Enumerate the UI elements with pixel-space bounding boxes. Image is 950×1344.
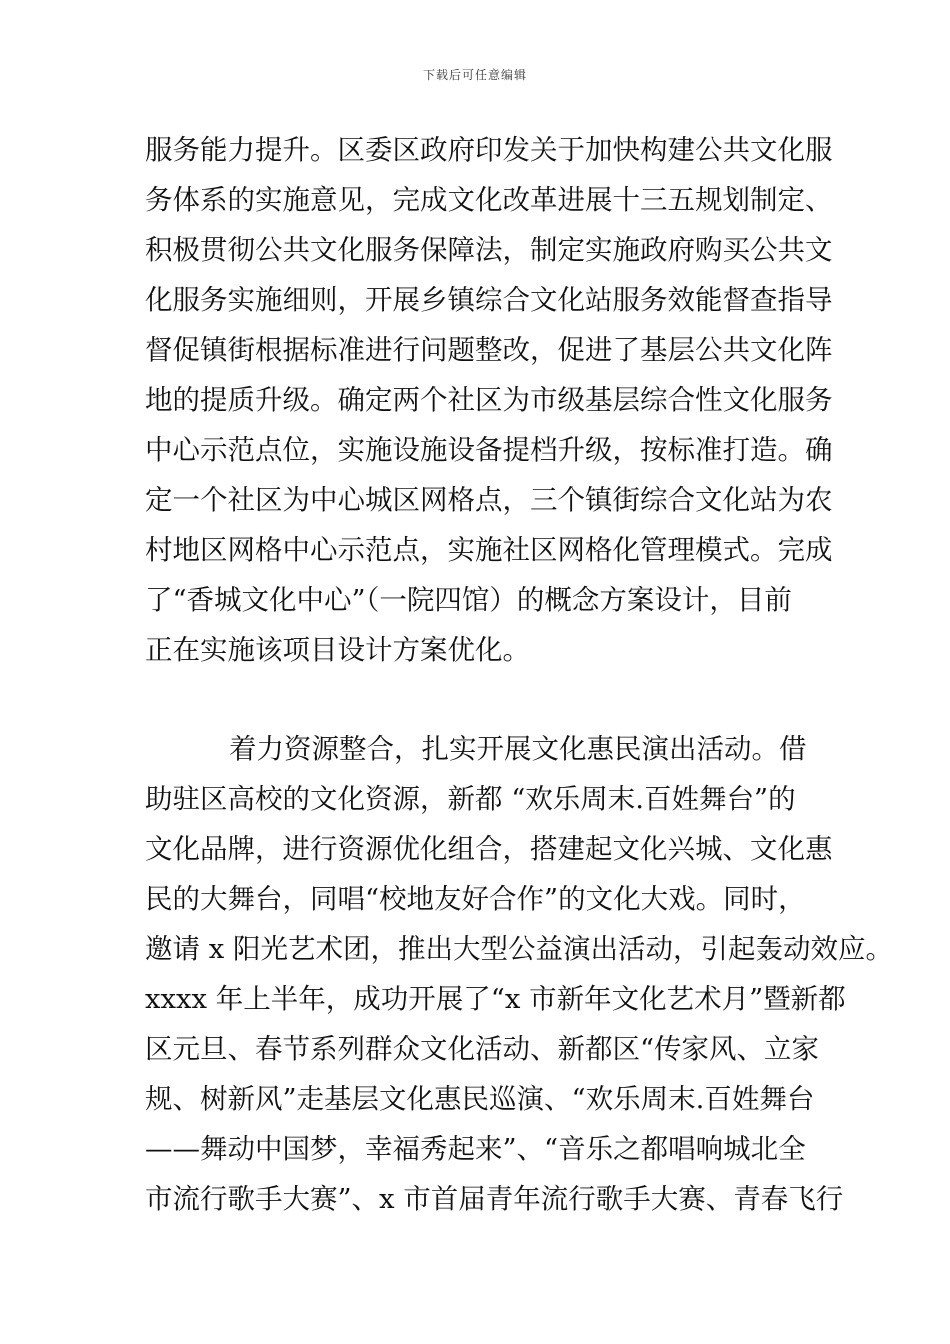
paragraph-line: 中心示范点位，实施设施设备提档升级，按标准打造。确: [145, 434, 833, 466]
paragraph-line: 着力资源整合，扎实开展文化惠民演出活动。借: [229, 733, 807, 765]
paragraph-line: 助驻区高校的文化资源，新都 “欢乐周末.百姓舞台”的: [145, 783, 796, 815]
paragraph-line: 定一个社区为中心城区网格点，三个镇街综合文化站为农: [145, 484, 833, 516]
paragraph-line: 村地区网格中心示范点，实施社区网格化管理模式。完成: [145, 534, 833, 566]
paragraph-line: 地的提质升级。确定两个社区为市级基层综合性文化服务: [145, 384, 833, 416]
paragraph-line: xxxx 年上半年，成功开展了“x 市新年文化艺术月”暨新都: [145, 983, 846, 1015]
paragraph-line: 文化品牌，进行资源优化组合，搭建起文化兴城、文化惠: [145, 833, 833, 865]
paragraph-line: 民的大舞台，同唱“校地友好合作”的文化大戏。同时，: [145, 883, 806, 915]
paragraph-line: 务体系的实施意见，完成文化改革进展十三五规划制定、: [145, 184, 833, 216]
paragraph-line: 区元旦、春节系列群众文化活动、新都区“传家风、立家: [145, 1033, 820, 1065]
paragraph-line: 邀请 x 阳光艺术团，推出大型公益演出活动，引起轰动效应。: [145, 933, 893, 965]
paragraph-line: 市流行歌手大赛”、x 市首届青年流行歌手大赛、青春飞行: [145, 1183, 844, 1215]
paragraph-line: 规、树新风”走基层文化惠民巡演、“欢乐周末.百姓舞台: [145, 1083, 815, 1115]
paragraph-line: 了“香城文化中心”（一院四馆）的概念方案设计，目前: [145, 584, 792, 616]
paragraph-line: ——舞动中国梦，幸福秀起来”、“音乐之都唱响城北全: [145, 1133, 806, 1165]
page-header: 下载后可任意编辑: [422, 68, 527, 82]
paragraph-line: 服务能力提升。区委区政府印发关于加快构建公共文化服: [145, 134, 833, 166]
paragraph-line: 督促镇街根据标准进行问题整改，促进了基层公共文化阵: [145, 334, 833, 366]
paragraph-line: 化服务实施细则，开展乡镇综合文化站服务效能督查指导: [145, 284, 833, 316]
paragraph-line: 正在实施该项目设计方案优化。: [145, 634, 530, 666]
paragraph-line: 积极贯彻公共文化服务保障法，制定实施政府购买公共文: [145, 234, 833, 266]
